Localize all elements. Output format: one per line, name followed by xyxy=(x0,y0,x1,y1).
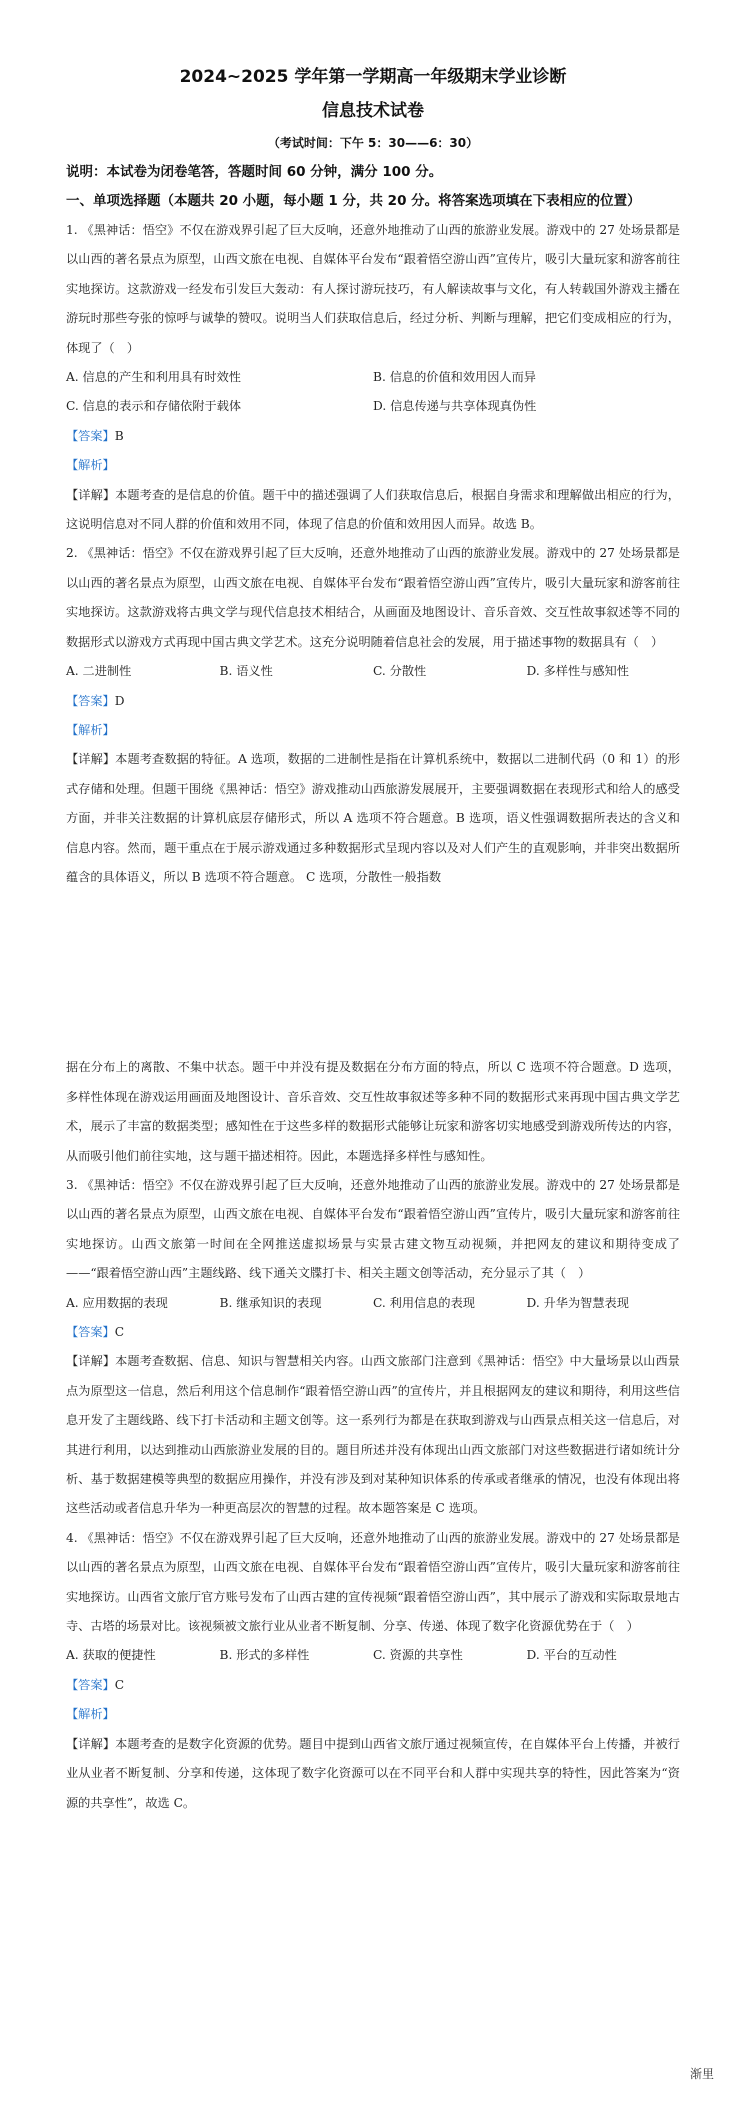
question-2-detail-part2: 据在分布上的离散、不集中状态。题干中并没有提及数据在分布方面的特点，所以 C 选项不符合题意。D 选项，多样性体现在游戏运用画面及地图设计、音乐音效、交互性故事叙述等多种不同的数据形式来再现中国古典文学艺术，展示了丰富的数据类型；感知性在于这些多样的数据形式能够让玩家和游客切实地感受到游戏所传达的内容，从而吸引他们前往实地，这与题干描述相符。因此，本题选择多样性与感知性。 xyxy=(66,1060,680,1163)
option-d: D. 多样性与感知性 xyxy=(526,664,629,679)
option-a: A. 信息的产生和利用具有时效性 xyxy=(66,370,241,385)
analysis-label: 【解析】 xyxy=(66,458,115,473)
section-heading: 一、单项选择题（本题共 20 小题，每小题 1 分，共 20 分。将答案选项填在下表相应的位置） xyxy=(66,193,641,209)
option-b: B. 形式的多样性 xyxy=(219,1648,310,1663)
answer-value: C xyxy=(114,1677,125,1692)
exam-subject-title: 信息技术试卷 xyxy=(322,101,424,121)
question-3-stem: 3. 《黑神话：悟空》不仅在游戏界引起了巨大反响，还意外地推动了山西的旅游业发展。游戏中的 27 处场景都是以山西的著名景点为原型，山西文旅在电视、自媒体平台发布“跟着悟空游山西”宣传片，吸引大量玩家和游客前往实地探访。山西文旅第一时间在全网推送虚拟场景与实景古建文物互动视频，并把网友的建议和期待变成了——“跟着悟空游山西”主题线路、线下通关文牒打卡、相关主题文创等活动，充分显示了其（ ） xyxy=(66,1177,680,1281)
footer-mark: 渐里 xyxy=(689,2067,714,2081)
question-4-detail: 【详解】本题考查的是数字化资源的优势。题目中提到山西省文旅厅通过视频宣传，在自媒体平台上传播，并被行业从业者不断复制、分享和传递，这体现了数字化资源可以在不同平台和人群中实现共享的特性，因此答案为“资源的共享性”，故选 C。 xyxy=(66,1736,680,1810)
answer-line xyxy=(66,1671,680,1700)
answer-label: 【答案】 xyxy=(66,693,115,708)
question-4-stem: 4. 《黑神话：悟空》不仅在游戏界引起了巨大反响，还意外地推动了山西的旅游业发展。游戏中的 27 处场景都是以山西的著名景点为原型，山西文旅在电视、自媒体平台发布“跟着悟空游山西”宣传片，吸引大量玩家和游客前往实地探访。山西省文旅厅官方账号发布了山西古建的宣传视频“跟着悟空游山西”，其中展示了游戏和实际取景地古寺、古塔的场景对比。该视频被文旅行业从业者不断复制、分享、传递、体现了数字化资源优势在于（ ） xyxy=(66,1530,680,1634)
question-3-detail: 【详解】本题考查数据、信息、知识与智慧相关内容。山西文旅部门注意到《黑神话：悟空》中大量场景以山西景点为原型这一信息，然后利用这个信息制作“跟着悟空游山西”的宣传片，并且根据网友的建议和期待，利用这些信息开发了主题线路、线下打卡活动和主题文创等。这一系列行为都是在获取到游戏与山西景点相关这一信息后，对其进行利用，以达到推动山西旅游业发展的目的。题目所述并没有体现出山西文旅部门对这些数据进行诸如统计分析、基于数据建模等典型的数据应用操作，并没有涉及到对某种知识体系的传承或者继承的情况，也没有体现出将这些活动或者信息升华为一种更高层次的智慧的过程。故本题答案是 C 选项。 xyxy=(66,1354,680,1516)
answer-line xyxy=(66,1318,680,1347)
answer-label: 【答案】 xyxy=(66,1325,115,1339)
option-c: C. 分散性 xyxy=(373,664,427,679)
question-1-stem: 1. 《黑神话：悟空》不仅在游戏界引起了巨大反响，还意外地推动了山西的旅游业发展。游戏中的 27 处场景都是以山西的著名景点为原型，山西文旅在电视、自媒体平台发布“跟着悟空游山西”宣传片，吸引大量玩家和游客前往实地探访。这款游戏一经发布引发巨大轰动：有人探讨游玩技巧，有人解读故事与文化，有人转载国外游戏主播在游玩时那些夸张的惊呼与诚挚的赞叹。说明当人们获取信息后，经过分析、判断与理解，把它们变成相应的行为，体现了（ ） xyxy=(66,223,680,355)
option-d: D. 信息传递与共享体现真伪性 xyxy=(373,399,537,414)
exam-title: 2024~2025 学年第一学期高一年级期末学业诊断 xyxy=(179,67,567,87)
answer-value: D xyxy=(114,693,125,708)
question-4-options xyxy=(66,1641,680,1670)
question-3-options xyxy=(66,1289,680,1318)
page-break-gap xyxy=(66,892,680,1053)
question-1-detail: 【详解】本题考查的是信息的价值。题干中的描述强调了人们获取信息后，根据自身需求和理解做出相应的行为，这说明信息对不同人群的价值和效用不同，体现了信息的价值和效用因人而异。故选 B。 xyxy=(66,487,680,532)
exam-page xyxy=(66,60,680,1818)
question-2-detail-part1: 【详解】本题考查数据的特征。A 选项，数据的二进制性是指在计算机系统中，数据以二进制代码（0 和 1）的形式存储和处理。但题干围绕《黑神话：悟空》游戏推动山西旅游发展展开，主要强调数据在表现形式和给人的感受方面，并非关注数据的计算机底层存储形式，所以 A 选项不符合题意。B 选项，语义性强调数据所表达的含义和信息内容。然而，题干重点在于展示游戏通过多种数据形式呈现内容以及对人们产生的直观影响，并非突出数据所蕴含的具体语义，所以 B 选项不符合题意。 C 选项，分散性一般指数 xyxy=(66,752,680,884)
option-a: A. 获取的便捷性 xyxy=(66,1648,156,1663)
question-1-options xyxy=(66,363,680,422)
option-d: D. 升华为智慧表现 xyxy=(526,1295,629,1310)
option-b: B. 语义性 xyxy=(219,664,273,679)
analysis-label: 【解析】 xyxy=(66,722,115,737)
answer-line xyxy=(66,687,680,716)
option-a: A. 应用数据的表现 xyxy=(66,1295,168,1310)
answer-value: B xyxy=(114,428,124,443)
answer-line xyxy=(66,422,680,451)
exam-time: （考试时间：下午 5：30——6：30） xyxy=(267,136,479,150)
answer-value: C xyxy=(114,1325,125,1339)
answer-label: 【答案】 xyxy=(66,1677,115,1692)
answer-label: 【答案】 xyxy=(66,428,115,443)
option-b: B. 继承知识的表现 xyxy=(219,1295,322,1310)
exam-note: 说明：本试卷为闭卷笔答，答题时间 60 分钟，满分 100 分。 xyxy=(66,164,443,180)
option-c: C. 信息的表示和存储依附于载体 xyxy=(66,399,242,414)
question-2-stem: 2. 《黑神话：悟空》不仅在游戏界引起了巨大反响，还意外地推动了山西的旅游业发展。游戏中的 27 处场景都是以山西的著名景点为原型，山西文旅在电视、自媒体平台发布“跟着悟空游山西”宣传片，吸引大量玩家和游客前往实地探访。这款游戏将古典文学与现代信息技术相结合，从画面及地图设计、音乐音效、交互性故事叙述等不同的数据形式以游戏方式再现中国古典文学艺术。这充分说明随着信息社会的发展，用于描述事物的数据具有（ ） xyxy=(66,546,680,649)
option-d: D. 平台的互动性 xyxy=(526,1648,617,1663)
question-2-options xyxy=(66,657,680,686)
option-c: C. 资源的共享性 xyxy=(373,1648,463,1663)
option-a: A. 二进制性 xyxy=(66,664,132,679)
option-b: B. 信息的价值和效用因人而异 xyxy=(373,370,536,385)
option-c: C. 利用信息的表现 xyxy=(373,1295,475,1310)
analysis-label: 【解析】 xyxy=(66,1707,115,1722)
